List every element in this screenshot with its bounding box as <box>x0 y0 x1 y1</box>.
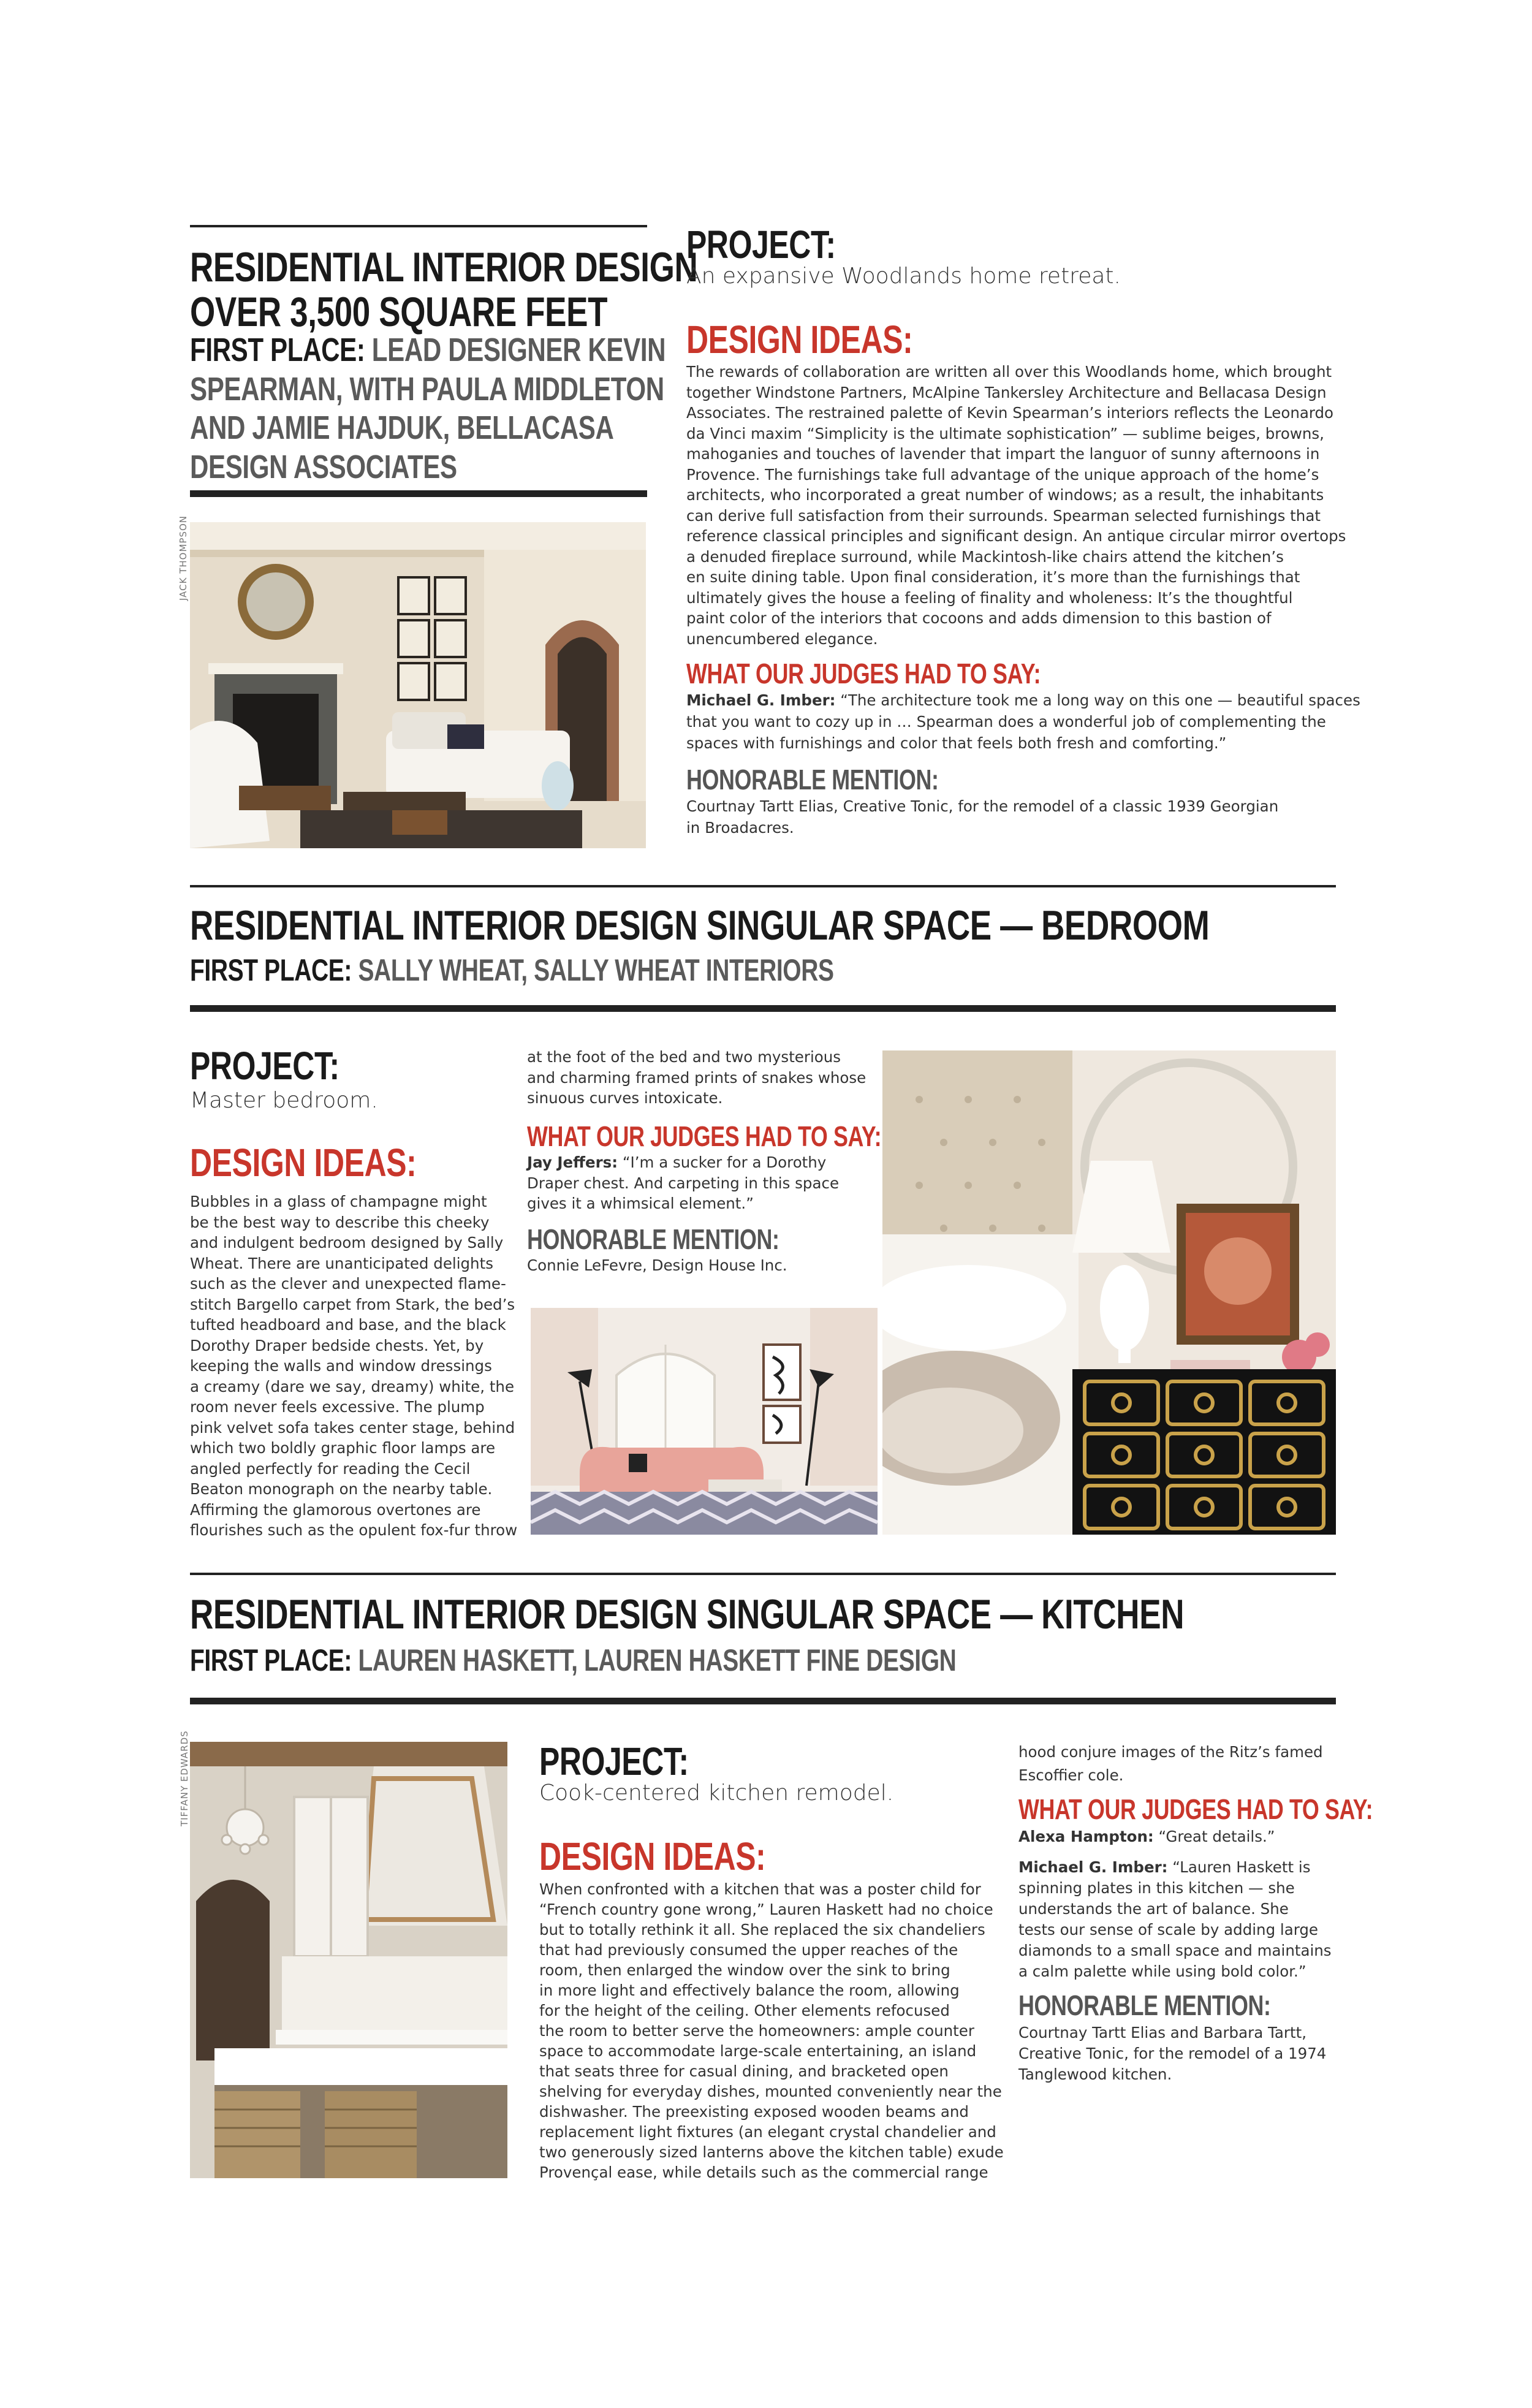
text-line: “French country gone wrong,” Lauren Haskett had no choice <box>539 1901 993 1918</box>
section3-judges-label: WHAT OUR JUDGES HAD TO SAY: <box>1018 1793 1373 1825</box>
text-line: angled perfectly for reading the Cecil <box>190 1459 471 1478</box>
text-line: flourishes such as the opulent fox-fur throw <box>190 1521 518 1539</box>
section3-project-label: PROJECT: <box>539 1739 689 1783</box>
text-line: that had previously consumed the upper reaches of the <box>539 1941 958 1959</box>
text-line: Affirming the glamorous overtones are <box>190 1500 481 1519</box>
text-line: mahoganies and touches of lavender that impart the languor of sunny afternoons in <box>686 445 1320 463</box>
text-line: can derive full satisfaction from their surrounds. Spearman selected furnishings that <box>686 506 1321 525</box>
text-line: but to totally rethink it all. She replaced the six chandeliers <box>539 1921 985 1939</box>
section1-heading <box>190 245 697 335</box>
text-line: the room to better serve the homeowners: ample counter <box>539 2022 974 2040</box>
section1-judges-label: WHAT OUR JUDGES HAD TO SAY: <box>686 658 1041 689</box>
section3-continued-text <box>1018 1741 1323 1787</box>
section2-heading-rule <box>190 1005 1336 1012</box>
text-line: and indulgent bedroom designed by Sally <box>190 1234 504 1251</box>
text-line: space to accommodate large-scale entertaining, an island <box>539 2042 977 2060</box>
text-line: en suite dining table. Upon final consideration, it’s more than the furnishings that <box>686 568 1300 586</box>
text-line: dishwasher. The preexisting exposed wooden beams and <box>539 2103 969 2121</box>
text-line: Escoffier cole. <box>1018 1766 1124 1784</box>
first-place-label: FIRST PLACE: <box>190 953 352 987</box>
text-line: Provence. The furnishings take full advantage of the unique approach of the home’s <box>686 465 1319 484</box>
section3-heading-rule <box>190 1698 1336 1704</box>
text-line: a creamy (dare we say, dreamy) white, the <box>190 1377 515 1396</box>
bedroom-photo <box>882 1050 1336 1535</box>
section3-honorable-text <box>1018 2022 1326 2085</box>
section1-project-label: PROJECT: <box>686 222 836 267</box>
section3-top-rule <box>190 1573 1336 1575</box>
text-line: which two boldly graphic floor lamps are <box>190 1439 496 1457</box>
text-line: “The architecture took me a long way on this one — beautiful spaces <box>835 691 1360 709</box>
text-line: Associates. The restrained palette of Kevin Spearman’s interiors reflects the Leonardo <box>686 404 1334 422</box>
text-line: architects, who incorporated a great number of windows; as a result, the inhabitants <box>686 486 1324 504</box>
section1-first-place <box>190 331 666 487</box>
text-line: in Broadacres. <box>686 819 794 837</box>
text-line: a denuded fireplace surround, while Mackintosh-like chairs attend the kitchen’s <box>686 547 1284 566</box>
section2-first-place <box>190 954 834 987</box>
section2-judges-label: WHAT OUR JUDGES HAD TO SAY: <box>527 1120 882 1152</box>
text-line: hood conjure images of the Ritz’s famed <box>1018 1743 1323 1761</box>
text-line: that you want to cozy up in … Spearman does a wonderful job of complementing the <box>686 713 1326 731</box>
text-line: gives it a whimsical element.” <box>527 1195 754 1212</box>
text-line: at the foot of the bed and two mysterious <box>527 1048 841 1066</box>
judge-name: Michael G. Imber: <box>1018 1858 1168 1876</box>
text-line: Courtnay Tartt Elias, Creative Tonic, for the remodel of a classic 1939 Georgian <box>686 797 1279 815</box>
living-room-photo <box>190 522 646 848</box>
section2-honorable-label: HONORABLE MENTION: <box>527 1223 779 1255</box>
text-line: ultimately gives the house a feeling of finality and wholeness: It’s the thoughtful <box>686 588 1293 607</box>
text-line: Beaton monograph on the nearby table. <box>190 1480 493 1498</box>
text-line: spinning plates in this kitchen — she <box>1018 1879 1295 1897</box>
kitchen-photo <box>190 1742 507 2178</box>
winner-line-1: LEAD DESIGNER KEVIN <box>371 332 666 368</box>
text-line: reference classical principles and significant design. An antique circular mirror overtops <box>686 527 1346 545</box>
section1-honorable-label: HONORABLE MENTION: <box>686 764 939 796</box>
section3-design-ideas-label: DESIGN IDEAS: <box>539 1834 766 1878</box>
section1-honorable-text <box>686 796 1278 838</box>
section2-design-ideas-label: DESIGN IDEAS: <box>190 1141 417 1185</box>
text-line: Provençal ease, while details such as the commercial range <box>539 2163 988 2181</box>
text-line: Creative Tonic, for the remodel of a 1974 <box>1018 2045 1327 2062</box>
section1-heading-rule <box>190 490 647 497</box>
text-line: sinuous curves intoxicate. <box>527 1089 723 1107</box>
photo-credit: JACK THOMPSON <box>178 515 189 601</box>
pink-sofa-room-photo <box>531 1308 878 1535</box>
text-line: When confronted with a kitchen that was a poster child for <box>539 1880 981 1898</box>
text-line: The rewards of collaboration are written all over this Woodlands home, which brought <box>686 363 1332 381</box>
section2-project-label: PROJECT: <box>190 1044 339 1088</box>
text-line: keeping the walls and window dressings <box>190 1357 492 1375</box>
first-place-label: FIRST PLACE: <box>190 1643 352 1677</box>
text-line: Bubbles in a glass of champagne might <box>190 1193 487 1210</box>
section2-continued-text <box>527 1047 866 1109</box>
judge-name: Alexa Hampton: <box>1018 1828 1154 1845</box>
judge-name: Jay Jeffers: <box>527 1153 618 1171</box>
section3-design-ideas-text <box>539 1879 1004 2182</box>
text-line: and charming framed prints of snakes whose <box>527 1068 866 1087</box>
winner: SALLY WHEAT, SALLY WHEAT INTERIORS <box>358 953 834 987</box>
text-line: a calm palette while using bold color.” <box>1018 1962 1306 1980</box>
section3-judge1-text <box>1018 1826 1275 1847</box>
section2-heading: RESIDENTIAL INTERIOR DESIGN SINGULAR SPACE — BEDROOM <box>190 902 1210 949</box>
section1-design-ideas-text <box>686 362 1346 649</box>
text-line: stitch Bargello carpet from Stark, the bed’s <box>190 1295 515 1313</box>
text-line: room never feels excessive. The plump <box>190 1398 485 1416</box>
text-line: “Lauren Haskett is <box>1167 1858 1311 1876</box>
section2-project-text: Master bedroom. <box>190 1088 378 1113</box>
winner-line-2: SPEARMAN, WITH PAULA MIDDLETON <box>190 370 664 408</box>
section2-design-ideas-text <box>190 1191 517 1541</box>
text-line: pink velvet sofa takes center stage, behind <box>190 1418 515 1437</box>
winner-line-3: AND JAMIE HAJDUK, BELLACASA <box>190 409 614 447</box>
section1-judges-text <box>686 689 1360 754</box>
section3-project-text: Cook-centered kitchen remodel. <box>539 1780 894 1806</box>
section1-top-rule <box>190 225 647 227</box>
section1-heading-line2: OVER 3,500 SQUARE FEET <box>190 289 608 336</box>
text-line: be the best way to describe this cheeky <box>190 1213 490 1231</box>
section3-honorable-label: HONORABLE MENTION: <box>1018 1989 1271 2021</box>
section1-project-text: An expansive Woodlands home retreat. <box>686 264 1121 289</box>
text-line: for the height of the ceiling. Other elements refocused <box>539 2002 950 2019</box>
text-line: in more light and effectively balance the room, allowing <box>539 1981 960 1999</box>
text-line: tufted headboard and base, and the black <box>190 1316 506 1334</box>
winner: LAUREN HASKETT, LAUREN HASKETT FINE DESIGN <box>358 1643 957 1677</box>
text-line: “I’m a sucker for a Dorothy <box>618 1153 827 1171</box>
photo-credit: TIFFANY EDWARDS <box>179 1730 190 1826</box>
text-line: Wheat. There are unanticipated delights <box>190 1254 493 1272</box>
text-line: “Great details.” <box>1153 1828 1275 1845</box>
text-line: together Windstone Partners, McAlpine Tankersley Architecture and Bellacasa Design <box>686 383 1327 401</box>
text-line: room, then enlarged the window over the sink to bring <box>539 1961 950 1979</box>
text-line: spaces with furnishings and color that feels both fresh and comforting.” <box>686 734 1227 752</box>
section2-judges-text <box>527 1152 839 1214</box>
judge-name: Michael G. Imber: <box>686 691 836 709</box>
section2-honorable-text: Connie LeFevre, Design House Inc. <box>527 1256 787 1274</box>
section1-design-ideas-label: DESIGN IDEAS: <box>686 317 913 362</box>
text-line: replacement light fixtures (an elegant crystal chandelier and <box>539 2123 996 2141</box>
text-line: tests our sense of scale by adding large <box>1018 1921 1319 1939</box>
text-line: diamonds to a small space and maintains <box>1018 1942 1332 1959</box>
text-line: such as the clever and unexpected flame- <box>190 1275 506 1293</box>
text-line: Tanglewood kitchen. <box>1018 2065 1172 2083</box>
text-line: two generously sized lanterns above the kitchen table) exude <box>539 2143 1004 2161</box>
text-line: that seats three for casual dining, and bracketed open <box>539 2062 949 2080</box>
section3-heading: RESIDENTIAL INTERIOR DESIGN SINGULAR SPACE — KITCHEN <box>190 1591 1185 1638</box>
text-line: understands the art of balance. She <box>1018 1900 1289 1918</box>
text-line: Draper chest. And carpeting in this space <box>527 1174 840 1192</box>
winner-line-4: DESIGN ASSOCIATES <box>190 449 457 486</box>
section2-top-rule <box>190 885 1336 887</box>
text-line: shelving for everyday dishes, mounted conveniently near the <box>539 2083 1002 2100</box>
section3-judge2-text <box>1018 1857 1332 1982</box>
text-line: paint color of the interiors that cocoons and adds dimension to this bastion of <box>686 609 1272 627</box>
text-line: da Vinci maxim “Simplicity is the ultimate sophistication” — sublime beiges, browns, <box>686 424 1324 442</box>
text-line: Dorothy Draper bedside chests. Yet, by <box>190 1336 484 1354</box>
text-line: Courtnay Tartt Elias and Barbara Tartt, <box>1018 2024 1306 2041</box>
section3-first-place <box>190 1644 956 1677</box>
text-line: unencumbered elegance. <box>686 629 878 648</box>
first-place-label: FIRST PLACE: <box>190 332 365 368</box>
section1-heading-line1: RESIDENTIAL INTERIOR DESIGN <box>190 244 698 291</box>
